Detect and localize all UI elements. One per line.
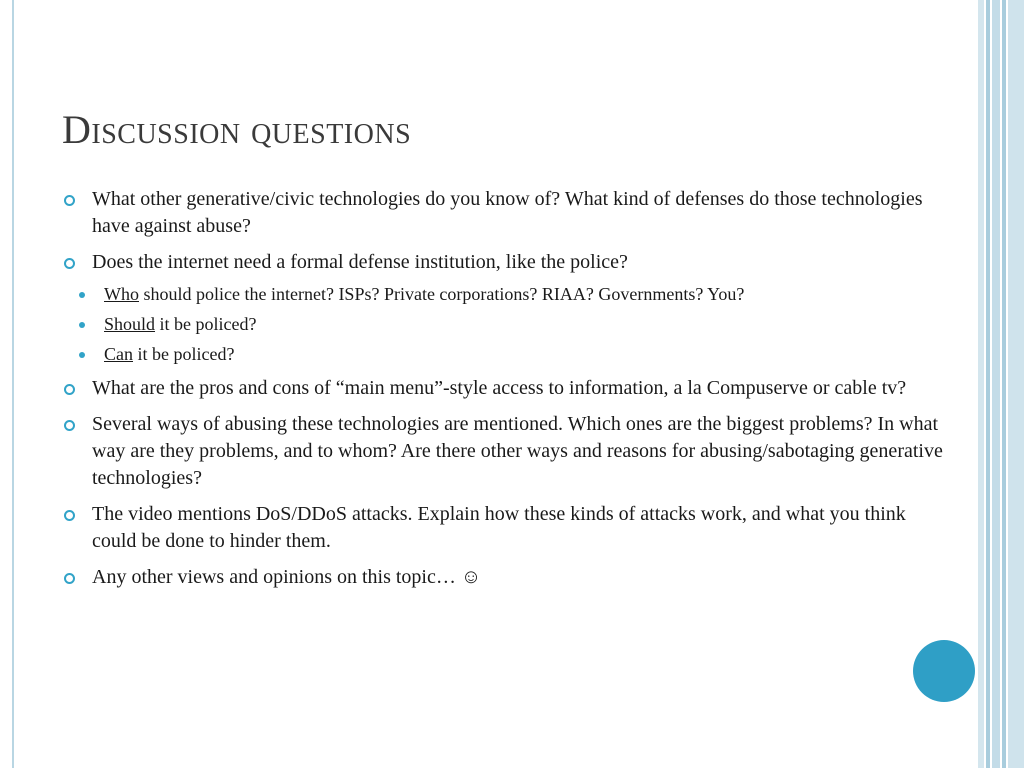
sub-bullet-item [62,312,952,336]
sub-bullet-lead: Can [104,344,133,364]
ring-bullet-icon [64,573,75,584]
bullet-item [62,564,952,591]
bullet-list [62,186,952,600]
bullet-item [62,411,952,492]
ring-bullet-icon [64,510,75,521]
stripe-1 [978,0,984,768]
sub-bullet-item [62,342,952,366]
bullet-item [62,501,952,555]
bullet-text: What other generative/civic technologies do you know of? What kind of defenses do those technologies have against abuse? [92,188,923,237]
stripe-5 [1008,0,1024,768]
sub-bullet-list [62,282,952,366]
stripe-2 [986,0,990,768]
stripe-4 [1002,0,1006,768]
sub-bullet-text: it be policed? [133,344,235,364]
sub-bullet-lead: Should [104,314,156,334]
decorative-circle [913,640,975,702]
bullet-item [62,186,952,240]
stripe-3 [992,0,1000,768]
bullet-item [62,375,952,402]
sub-bullet-text: it be policed? [155,314,257,334]
bullet-text: The video mentions DoS/DDoS attacks. Explain how these kinds of attacks work, and what you think could be done to hinder them. [92,503,906,552]
slide-title: Discussion questions [62,107,412,152]
bullet-text: Several ways of abusing these technologies are mentioned. Which ones are the biggest problems? In what way are they problems, and to whom? Are there other ways and reasons for abusing/sabotaging generative technologies? [92,413,943,489]
ring-bullet-icon [64,420,75,431]
sub-bullet-lead: Who [104,284,139,304]
dot-bullet-icon [79,352,85,358]
bullet-item [62,249,952,366]
ring-bullet-icon [64,258,75,269]
ring-bullet-icon [64,195,75,206]
ring-bullet-icon [64,384,75,395]
bullet-text: Any other views and opinions on this topic… ☺ [92,566,482,588]
dot-bullet-icon [79,322,85,328]
bullet-text: Does the internet need a formal defense institution, like the police? [92,251,628,273]
bullet-text: What are the pros and cons of “main menu”-style access to information, a la Compuserve or cable tv? [92,377,907,399]
sub-bullet-text: should police the internet? ISPs? Private corporations? RIAA? Governments? You? [139,284,745,304]
sub-bullet-item [62,282,952,306]
left-border-line [12,0,14,768]
dot-bullet-icon [79,292,85,298]
